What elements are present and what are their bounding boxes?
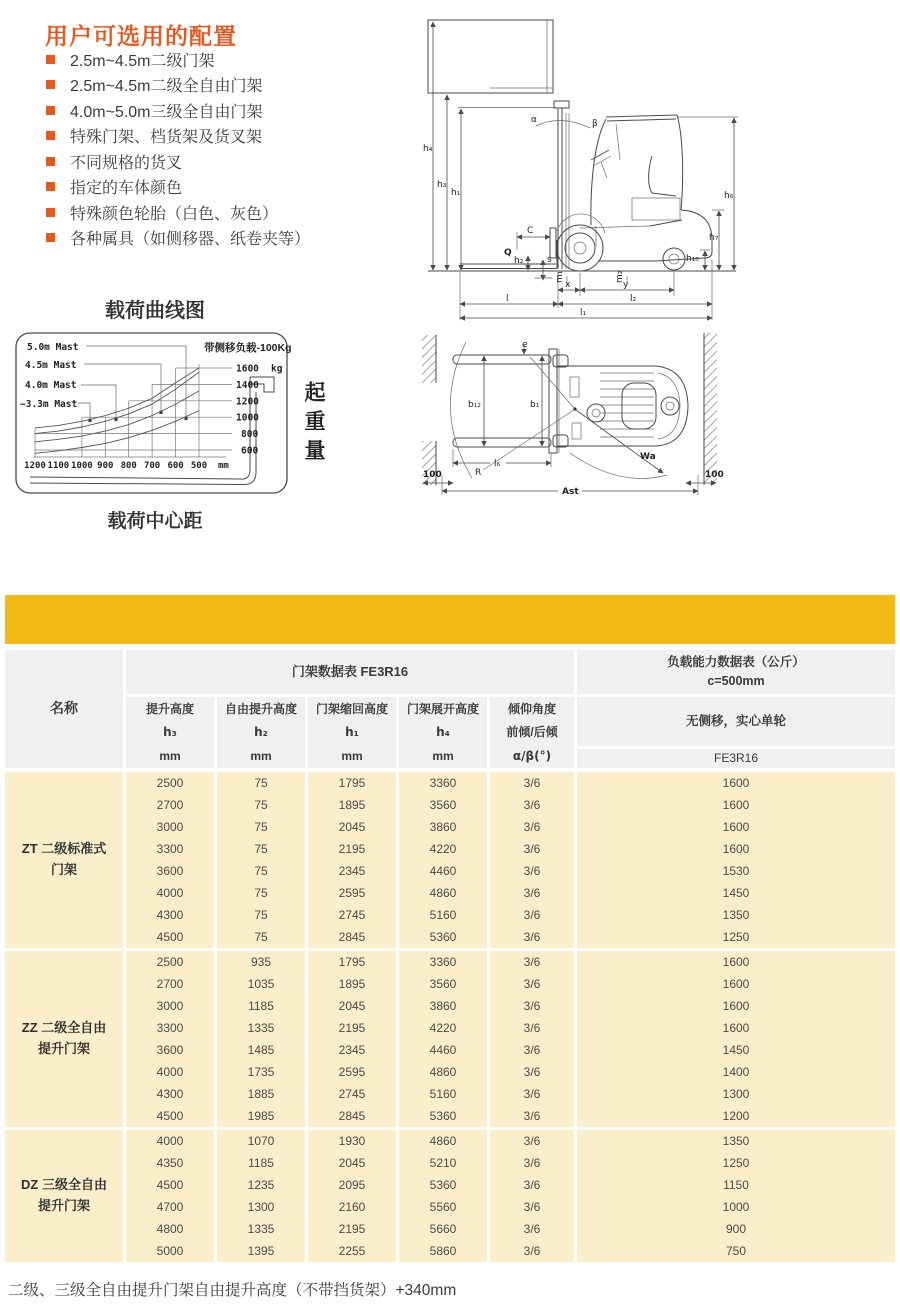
cell-value: 4220 (429, 1021, 457, 1035)
cell-value: 3860 (429, 999, 457, 1013)
section-column (126, 772, 214, 948)
section-column (490, 1130, 574, 1262)
height-dimensions (433, 22, 556, 270)
cell-value: 3/6 (523, 908, 541, 922)
cell-value: 1335 (247, 1222, 275, 1236)
cell-value: 1895 (338, 798, 366, 812)
header-col-free-lift: 自由提升高度 h₂ mm (217, 697, 305, 768)
capacity-title-line2: c=500mm (707, 674, 765, 688)
cell-value: 2500 (156, 955, 184, 969)
table-section (5, 772, 895, 948)
header-col-lowered-height: 门架缩回高度 h₁ mm (308, 697, 396, 768)
cell-value: 4500 (156, 1109, 184, 1123)
y-tick: 800 (241, 429, 259, 440)
cell-value: 75 (254, 886, 268, 900)
cell-value: 75 (254, 842, 268, 856)
bullet-icon (46, 233, 55, 242)
cell-value: 2845 (338, 1109, 366, 1123)
top-dimensions (423, 345, 716, 495)
cell-value: 4350 (156, 1156, 184, 1170)
curve-leaders (78, 346, 187, 422)
cell-value: 1200 (722, 1109, 750, 1123)
cell-value: 2700 (156, 798, 184, 812)
cell-value: 4000 (156, 886, 184, 900)
section-banner (5, 595, 895, 644)
spec-table-header (5, 650, 895, 768)
cell-value: 2195 (338, 842, 366, 856)
dim-label-beta: β (592, 119, 598, 129)
cell-value: 1000 (722, 1200, 750, 1214)
cell-value: 1985 (247, 1109, 275, 1123)
option-item-label: 4.0m~5.0m三级全自由门架 (70, 103, 263, 121)
chart-y-axis-title: 起重量 (302, 381, 325, 468)
cell-value: 4460 (429, 1043, 457, 1057)
cell-value: 2745 (338, 1087, 366, 1101)
cell-value: 2095 (338, 1178, 366, 1192)
y-tick: 600 (241, 445, 259, 457)
mast-label-3_3: ~3.3m Mast (20, 399, 78, 410)
cell-value: 4860 (429, 886, 457, 900)
cell-value: 1250 (722, 930, 750, 944)
sideshift-annotation: 带侧移负载-100Kg (204, 342, 292, 354)
header-capacity-title (577, 650, 895, 694)
cell-value: 3/6 (523, 1043, 541, 1057)
cell-value: 3/6 (523, 798, 541, 812)
cell-value: 1250 (722, 1156, 750, 1170)
section-column (399, 772, 487, 948)
cell-value: 4800 (156, 1222, 184, 1236)
cell-value: 1335 (247, 1021, 275, 1035)
cell-value: 1070 (247, 1134, 275, 1148)
cell-value: 3/6 (523, 955, 541, 969)
cell-value: 3/6 (523, 1156, 541, 1170)
section-column (577, 1130, 895, 1262)
mast-label-4_5: 4.5m Mast (25, 360, 77, 371)
cell-value: 75 (254, 930, 268, 944)
section-column (308, 951, 396, 1127)
cell-value: 3/6 (523, 1109, 541, 1123)
cell-value: 1350 (722, 908, 750, 922)
cell-value: 1600 (722, 1021, 750, 1035)
dim-label-e: e (522, 340, 528, 350)
header-col-tilt-angle: 倾仰角度 前倾/后倾 α/β(°) (490, 697, 574, 768)
x-tick: 900 (97, 461, 114, 471)
cell-value: 4000 (156, 1065, 184, 1079)
dim-label-Ast: Ast (562, 487, 579, 497)
dim-label-h10: h₁₀ (686, 254, 699, 264)
cell-value: 2045 (338, 820, 366, 834)
cell-value: 1885 (247, 1087, 275, 1101)
cell-value: 1735 (247, 1065, 275, 1079)
dim-label-h6: h₆ (724, 191, 734, 201)
cell-value: 1600 (722, 798, 750, 812)
cell-value: 1450 (722, 886, 750, 900)
section-column (126, 1130, 214, 1262)
dim-label-l1: l₁ (580, 308, 587, 318)
cell-value: 5000 (156, 1244, 184, 1258)
table-section (5, 951, 895, 1127)
cell-value: 3/6 (523, 1087, 541, 1101)
cell-value: 5360 (429, 930, 457, 944)
cell-value: 1485 (247, 1043, 275, 1057)
cell-value: 5860 (429, 1244, 457, 1258)
x-tick: 800 (120, 461, 137, 471)
dim-label-s: s (547, 255, 552, 265)
section-column (577, 772, 895, 948)
option-item (46, 204, 310, 221)
footnote: 二级、三级全自由提升门架自由提升高度（不带挡货架）+340mm (8, 1282, 457, 1299)
cell-value: 4460 (429, 864, 457, 878)
header-name-label: 名称 (50, 700, 78, 717)
x-unit: mm (218, 461, 229, 471)
raised-backrest (428, 20, 553, 93)
wa-leader (576, 410, 663, 473)
cell-value: 3/6 (523, 864, 541, 878)
bullet-icon (46, 208, 55, 217)
cell-value: 750 (725, 1244, 747, 1258)
cell-value: 3/6 (523, 776, 541, 790)
cell-value: 1930 (338, 1134, 366, 1148)
cell-value: 5210 (429, 1156, 457, 1170)
cell-value: 3600 (156, 864, 184, 878)
cell-value: 1600 (722, 776, 750, 790)
option-item-label: 各种属具（如侧移器、纸卷夹等） (70, 231, 311, 249)
cell-value: 3360 (429, 955, 457, 969)
option-item (46, 153, 310, 170)
cell-value: 3/6 (523, 1134, 541, 1148)
cell-value: 1795 (338, 955, 366, 969)
dim-label-m2: m₂ (615, 270, 625, 283)
cell-value: 2595 (338, 1065, 366, 1079)
side-view-diagram (420, 0, 900, 325)
cell-value: 3/6 (523, 1222, 541, 1236)
capacity-title-line1: 负载能力数据表（公斤） (667, 654, 805, 669)
option-item (46, 128, 310, 145)
cell-value: 3300 (156, 1021, 184, 1035)
mast-label-4_0: 4.0m Mast (25, 380, 77, 391)
dim-label-h7: h₇ (709, 233, 719, 243)
x-tick: 700 (143, 461, 161, 471)
dim-label-alpha: α (531, 115, 537, 125)
option-item-label: 指定的车体颜色 (70, 180, 183, 198)
section-column (217, 951, 305, 1127)
option-item (46, 230, 310, 247)
cell-value: 3360 (429, 776, 457, 790)
dim-label-R: R (475, 468, 482, 478)
cell-value: 1795 (338, 776, 366, 790)
cell-value: 3600 (156, 1043, 184, 1057)
cell-value: 5360 (429, 1178, 457, 1192)
cell-value: 1235 (247, 1178, 275, 1192)
dim-label-Wa: Wa (640, 452, 656, 462)
cell-value: 3/6 (523, 1200, 541, 1214)
y-tick: 1400 (236, 380, 259, 391)
y-unit: kg (271, 363, 283, 375)
cell-value: 1300 (722, 1087, 750, 1101)
cell-value: 4500 (156, 930, 184, 944)
option-item (46, 102, 310, 119)
top-view-diagram (420, 325, 900, 560)
dim-label-m1: m₁ (555, 270, 565, 283)
cell-value: 1600 (722, 999, 750, 1013)
section-column (490, 951, 574, 1127)
cell-value: 2345 (338, 1043, 366, 1057)
option-item (46, 51, 310, 68)
header-col-extended-height: 门架展开高度 h₄ mm (399, 697, 487, 768)
dim-label-h1: h₁ (451, 188, 461, 198)
section-column (217, 1130, 305, 1262)
seat (632, 156, 680, 220)
cell-value: 2500 (156, 776, 184, 790)
cell-value: 4500 (156, 1178, 184, 1192)
option-item (46, 77, 310, 94)
cell-value: 3560 (429, 977, 457, 991)
cell-value: 4000 (156, 1134, 184, 1148)
option-item-label: 2.5m~4.5m二级门架 (70, 52, 215, 70)
cell-value: 5560 (429, 1200, 457, 1214)
cell-value: 3000 (156, 820, 184, 834)
section-column (308, 1130, 396, 1262)
cell-value: 5660 (429, 1222, 457, 1236)
cell-value: 4860 (429, 1065, 457, 1079)
dim-label-h3: h₃ (437, 180, 447, 190)
bullet-icon (46, 157, 55, 166)
overhead-guard (591, 115, 683, 225)
cell-value: 935 (250, 955, 272, 969)
cell-value: 900 (725, 1222, 747, 1236)
cell-value: 75 (254, 864, 268, 878)
dim-label-x: x (565, 280, 571, 290)
cell-value: 2195 (338, 1021, 366, 1035)
section-column (577, 951, 895, 1127)
cell-value: 2700 (156, 977, 184, 991)
cell-value: 3560 (429, 798, 457, 812)
table-section (5, 1130, 895, 1262)
cell-value: 1600 (722, 955, 750, 969)
cell-value: 1185 (248, 1156, 274, 1170)
dim-label-Q: Q (504, 248, 512, 258)
cell-value: 4300 (156, 1087, 184, 1101)
options-list (46, 51, 311, 249)
cell-value: 2045 (338, 1156, 366, 1170)
cell-value: 2195 (338, 1222, 366, 1236)
dim-label-100-left: 100 (423, 470, 442, 480)
option-item (46, 179, 310, 196)
cell-value: 1395 (247, 1244, 275, 1258)
bullet-icon (46, 182, 55, 191)
cell-value: 3/6 (523, 1021, 541, 1035)
cell-value: 2745 (338, 908, 366, 922)
cell-value: 4700 (156, 1200, 184, 1214)
y-tick: 1000 (236, 412, 259, 424)
x-tick: 1000 (71, 461, 93, 471)
cell-value: 1035 (247, 977, 275, 991)
cell-value: 1600 (722, 977, 750, 991)
load-curve-chart (0, 325, 340, 510)
cell-value: 2345 (338, 864, 366, 878)
cell-value: 1600 (722, 820, 750, 834)
header-capacity-model: FE3R16 (577, 749, 895, 768)
x-tick: 600 (167, 461, 184, 471)
section-column (399, 951, 487, 1127)
tilt-arc (536, 120, 590, 128)
front-wheel (557, 214, 605, 271)
section-name: ZZ 二级全自由 提升门架 (5, 951, 123, 1127)
x-tick: 1200 (24, 461, 46, 471)
x-tick: 1100 (47, 461, 70, 471)
chart-x-axis-title: 载荷中心距 (107, 511, 203, 532)
section-name: ZT 二级标准式 门架 (5, 772, 123, 948)
header-capacity-sub: 无侧移，实心单轮 (577, 697, 895, 746)
cell-value: 2845 (338, 930, 366, 944)
cell-value: 3000 (156, 999, 184, 1013)
option-item-label: 2.5m~4.5m二级全自由门架 (70, 78, 263, 96)
dim-label-b12: b₁₂ (468, 400, 481, 410)
bullet-icon (46, 55, 55, 64)
header-mast-table-title (126, 650, 574, 694)
cell-value: 3300 (156, 842, 184, 856)
cell-value: 1895 (338, 977, 366, 991)
cell-value: 4220 (429, 842, 457, 856)
cell-value: 5360 (429, 1109, 457, 1123)
cell-value: 1300 (247, 1200, 275, 1214)
dim-label-100-right: 100 (705, 470, 724, 480)
section-column (126, 951, 214, 1127)
cell-value: 3/6 (523, 886, 541, 900)
dim-label-h4: h₄ (423, 144, 433, 154)
section-column (308, 772, 396, 948)
cell-value: 1185 (248, 999, 274, 1013)
y-tick: 1200 (236, 396, 259, 408)
table-sections (5, 772, 895, 1265)
cell-value: 2160 (338, 1200, 366, 1214)
header-name-col (5, 650, 123, 768)
cell-value: 1450 (722, 1043, 750, 1057)
dim-label-h2: h₂ (514, 256, 524, 266)
cell-value: 2595 (338, 886, 366, 900)
dim-label-l6: l₆ (494, 459, 501, 469)
bullet-icon (46, 80, 55, 89)
y-tick: 1600 (236, 363, 259, 375)
cell-value: 4300 (156, 908, 184, 922)
dim-label-b1: b₁ (530, 400, 540, 410)
cell-value: 3/6 (523, 977, 541, 991)
option-item-label: 不同规格的货叉 (70, 154, 183, 172)
cell-value: 3/6 (523, 930, 541, 944)
chart-title: 载荷曲线图 (105, 300, 205, 322)
cell-value: 1400 (722, 1065, 750, 1079)
section-column (399, 1130, 487, 1262)
cell-value: 5160 (429, 908, 457, 922)
cell-value: 75 (254, 798, 268, 812)
mast (550, 101, 569, 269)
mast-table-title-label: 门架数据表 FE3R16 (291, 663, 409, 679)
option-item-label: 特殊颜色轮胎（白色、灰色） (70, 205, 279, 223)
cell-value: 3/6 (523, 842, 541, 856)
bullet-icon (46, 106, 55, 115)
options-title: 用户可选用的配置 (45, 23, 237, 49)
section-column (490, 772, 574, 948)
dim-label-l2: l₂ (630, 294, 637, 304)
cell-value: 3/6 (523, 1065, 541, 1079)
x-tick: 500 (190, 461, 208, 471)
bullet-icon (46, 131, 55, 140)
truck-body-top (553, 355, 688, 447)
cell-value: 5160 (429, 1087, 457, 1101)
cell-value: 3860 (429, 820, 457, 834)
chart-grid (33, 364, 232, 457)
cell-value: 1530 (722, 864, 750, 878)
dim-label-C: C (527, 226, 534, 236)
header-col-lift-height: 提升高度 h₃ mm (126, 697, 214, 768)
cell-value: 1350 (722, 1134, 750, 1148)
mast-label-5_0: 5.0m Mast (27, 342, 79, 353)
cell-value: 2255 (338, 1244, 366, 1258)
dim-label-l: l (506, 294, 509, 304)
section-column (217, 772, 305, 948)
cell-value: 75 (254, 908, 268, 922)
dim-label-y: y (623, 280, 629, 290)
cell-value: 1150 (723, 1178, 749, 1192)
option-item-label: 特殊门架、档货架及货叉架 (70, 129, 263, 147)
cell-value: 75 (254, 820, 268, 834)
cell-value: 4860 (429, 1134, 457, 1148)
cell-value: 3/6 (523, 820, 541, 834)
cell-value: 3/6 (523, 1244, 541, 1258)
cell-value: 75 (254, 776, 268, 790)
section-name: DZ 三级全自由 提升门架 (5, 1130, 123, 1262)
cell-value: 3/6 (523, 999, 541, 1013)
cell-value: 2045 (338, 999, 366, 1013)
cell-value: 3/6 (523, 1178, 541, 1192)
cell-value: 1600 (722, 842, 750, 856)
